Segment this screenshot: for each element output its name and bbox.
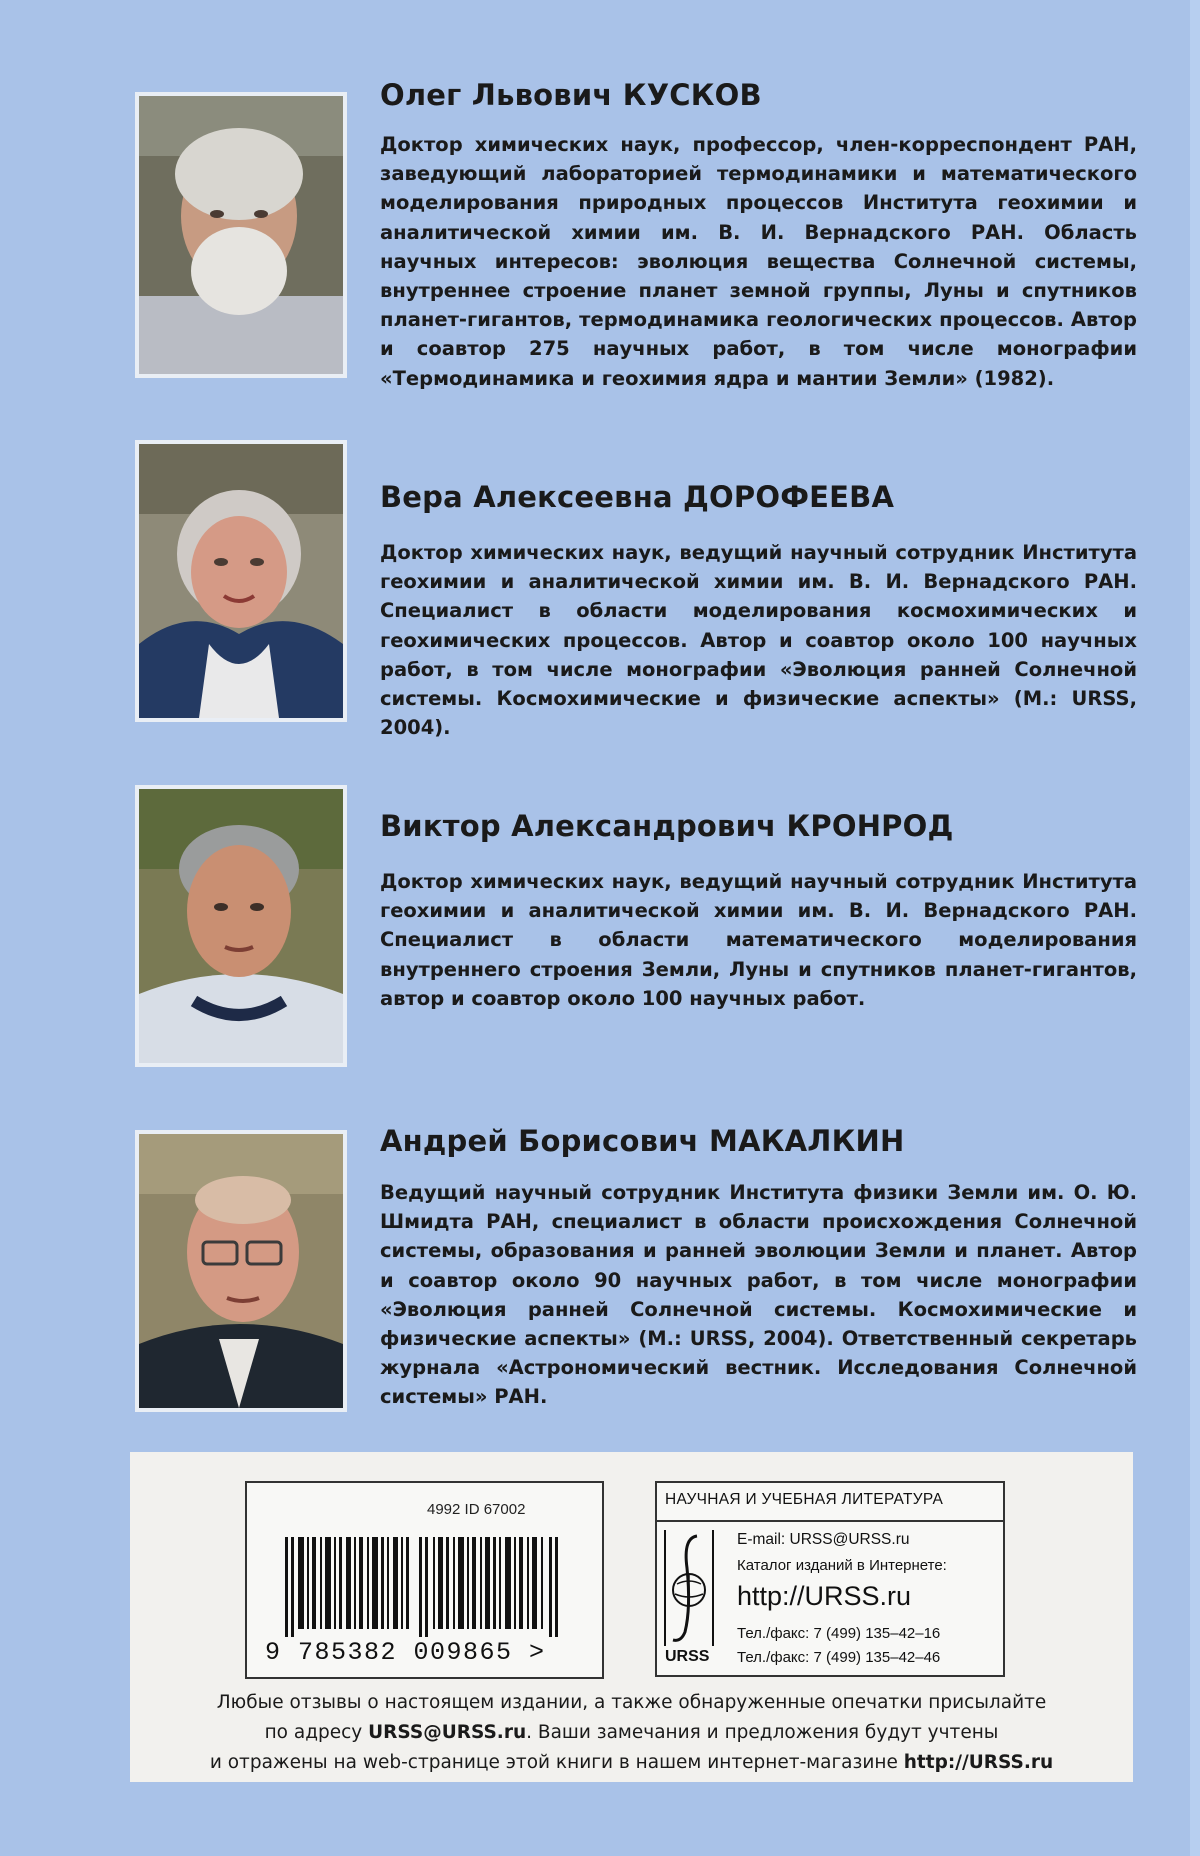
- author-name: Вера Алексеевна ДОРОФЕЕВА: [380, 480, 895, 514]
- author-info: [380, 78, 1170, 393]
- author-photo: [135, 440, 347, 722]
- publisher-phone: Тел./факс: 7 (499) 135–42–46: [737, 1649, 941, 1666]
- author-bio: Доктор химических наук, ведущий научный сотрудник Института геохимии и аналитической химии им. В. И. Вернадского РАН. Специалист в области математического моделирования внутреннего строения Земли, Луны и спутников планет-гигантов, автор и соавтор около 100 научных работ.: [380, 870, 1137, 1010]
- author-name: Андрей Борисович МАКАЛКИН: [380, 1124, 905, 1158]
- portrait-image: [139, 444, 343, 718]
- notice-line: [130, 1718, 1133, 1748]
- portrait-image: [139, 1134, 343, 1408]
- author-photo: [135, 785, 347, 1067]
- notice-text: . Ваши замечания и предложения будут учтены: [526, 1722, 999, 1743]
- urss-logo-icon: [663, 1528, 715, 1648]
- notice-text: и отражены на web-странице этой книги в нашем интернет-магазине: [209, 1752, 904, 1773]
- divider: [657, 1520, 1003, 1522]
- notice-line: [130, 1748, 1133, 1778]
- publisher-brand: URSS: [665, 1648, 710, 1665]
- author-kronrod: [135, 785, 1137, 1067]
- author-info: [380, 1124, 1170, 1412]
- author-makalkin: [135, 1124, 1137, 1414]
- author-bio: Ведущий научный сотрудник Института физики Земли им. О. Ю. Шмидта РАН, специалист в области происхождения Солнечной системы, образования и ранней эволюции Земли и планет. Автор и соавтор около 90 научных работ, в том числе монографии «Эволюция ранней Солнечной системы. Космохимические и физические аспекты» (М.: URSS, 2004). Ответственный секретарь журнала «Астрономический вестник. Исследования Солнечной системы» РАН.: [380, 1181, 1137, 1409]
- publisher-tagline: НАУЧНАЯ И УЧЕБНАЯ ЛИТЕРАТУРА: [665, 1491, 944, 1508]
- publisher-catalog-label: Каталог изданий в Интернете:: [737, 1557, 947, 1574]
- notice-email: URSS@URSS.ru: [368, 1722, 527, 1743]
- portrait-image: [139, 96, 343, 374]
- author-kuskov: [135, 78, 1137, 390]
- author-dorofeeva: [135, 440, 1137, 740]
- notice-text: по адресу: [264, 1722, 369, 1743]
- author-name: Олег Львович КУСКОВ: [380, 78, 762, 112]
- publisher-info: [655, 1481, 1005, 1677]
- author-bio: Доктор химических наук, ведущий научный сотрудник Института геохимии и аналитической химии им. В. И. Вернадского РАН. Специалист в области моделирования космохимических и геохимических процессов. Автор и соавтор около 100 научных работ, в том числе монографии «Эволюция ранней Солнечной системы. Космохимические и физические аспекты» (М.: URSS, 2004).: [380, 541, 1137, 740]
- publisher-url: http://URSS.ru: [737, 1581, 912, 1611]
- catalog-code: 4992 ID 67002: [427, 1501, 526, 1518]
- publisher-phone: Тел./факс: 7 (499) 135–42–16: [737, 1625, 941, 1642]
- author-photo: [135, 92, 347, 378]
- barcode-bars: [285, 1537, 565, 1637]
- author-info: [380, 440, 1170, 742]
- notice-line: Любые отзывы о настоящем издании, а также обнаруженные опечатки присылайте: [216, 1692, 1047, 1713]
- author-name: Виктор Александрович КРОНРОД: [380, 809, 954, 843]
- notice-url: http://URSS.ru: [903, 1752, 1054, 1773]
- portrait-image: [139, 789, 343, 1063]
- feedback-notice: [130, 1688, 1133, 1778]
- publisher-email: E-mail: URSS@URSS.ru: [737, 1531, 910, 1548]
- isbn-barcode: [245, 1481, 604, 1679]
- isbn-number: 9 785382 009865 >: [265, 1638, 546, 1667]
- author-bio: Доктор химических наук, профессор, член-корреспондент РАН, заведующий лабораторией термодинамики и математического моделирования природных процессов Института геохимии и аналитической химии им. В. И. Вернадского РАН. Область научных интересов: эволюция вещества Солнечной системы, внутреннее строение планет земной группы, Луны и спутников планет-гигантов, термодинамика геологических процессов. Автор и соавтор 275 научных работ, в том числе монографии «Термодинамика и геохимия ядра и мантии Земли» (1982).: [380, 133, 1137, 390]
- cover-edge: [1190, 0, 1200, 1856]
- author-info: [380, 785, 1170, 1013]
- author-photo: [135, 1130, 347, 1412]
